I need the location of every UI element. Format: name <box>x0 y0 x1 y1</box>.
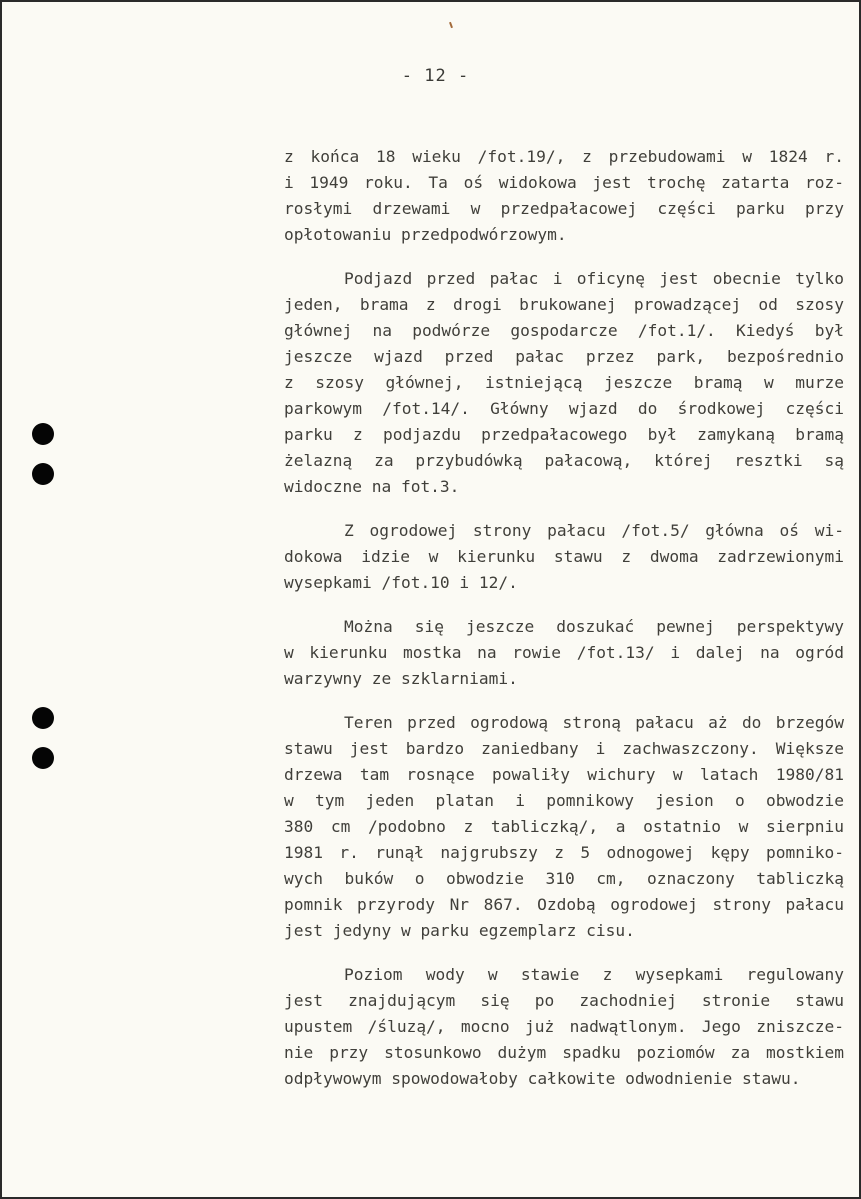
text-line: odpływowym spowodowałoby całkowite odwodnienie stawu. <box>284 1069 801 1088</box>
punch-hole-1 <box>32 423 54 445</box>
text-line: z szosy głównej, istniejącą jeszcze bramą w murze <box>284 373 844 392</box>
typewritten-body <box>284 144 844 1092</box>
paragraph <box>284 710 844 944</box>
text-line: wysepkami /fot.10 i 12/. <box>284 573 518 592</box>
paragraph <box>284 614 844 692</box>
page-number: - 12 - <box>401 66 470 86</box>
text-line: warzywny ze szklarniami. <box>284 669 518 688</box>
text-line: Podjazd przed pałac i oficynę jest obecnie tylko <box>344 269 844 288</box>
text-line: nie przy stosunkowo dużym spadku poziomów za mostkiem <box>284 1043 844 1062</box>
text-line: wych buków o obwodzie 310 cm, oznaczony tabliczką <box>284 869 844 888</box>
paragraph <box>284 266 844 500</box>
text-line: pomnik przyrody Nr 867. Ozdobą ogrodowej strony pałacu <box>284 895 844 914</box>
text-line: drzewa tam rosnące powaliły wichury w latach 1980/81 <box>284 765 844 784</box>
text-line: 380 cm /podobno z tabliczką/, a ostatnio w sierpniu <box>284 817 844 836</box>
text-line: Można się jeszcze doszukać pewnej perspektywy <box>344 617 844 636</box>
text-line: opłotowaniu przedpodwórzowym. <box>284 225 567 244</box>
punch-hole-3 <box>32 707 54 729</box>
text-line: z końca 18 wieku /fot.19/, z przebudowami w 1824 r. <box>284 147 844 166</box>
text-line: i 1949 roku. Ta oś widokowa jest trochę zatarta roz- <box>284 173 844 192</box>
text-line: parku z podjazdu przedpałacowego był zamykaną bramą <box>284 425 844 444</box>
paragraph <box>284 518 844 596</box>
text-line: żelazną za przybudówką pałacową, której resztki są <box>284 451 844 470</box>
text-line: w kierunku mostka na rowie /fot.13/ i dalej na ogród <box>284 643 844 662</box>
text-line: Z ogrodowej strony pałacu /fot.5/ główna oś wi- <box>344 521 844 540</box>
text-line: Teren przed ogrodową stroną pałacu aż do brzegów <box>344 713 844 732</box>
paper-speck <box>449 22 453 28</box>
text-line: w tym jeden platan i pomnikowy jesion o obwodzie <box>284 791 844 810</box>
text-line: jeszcze wjazd przed pałac przez park, bezpośrednio <box>284 347 844 366</box>
text-line: stawu jest bardzo zaniedbany i zachwaszczony. Większe <box>284 739 844 758</box>
text-line: jest jedyny w parku egzemplarz cisu. <box>284 921 635 940</box>
paragraph <box>284 962 844 1092</box>
punch-hole-4 <box>32 747 54 769</box>
text-line: głównej na podwórze gospodarcze /fot.1/. Kiedyś był <box>284 321 844 340</box>
text-line: widoczne na fot.3. <box>284 477 460 496</box>
text-line: rosłymi drzewami w przedpałacowej części parku przy <box>284 199 844 218</box>
text-line: jest znajdującym się po zachodniej stronie stawu <box>284 991 844 1010</box>
punch-hole-2 <box>32 463 54 485</box>
text-line: upustem /śluzą/, mocno już nadwątlonym. Jego zniszcze- <box>284 1017 844 1036</box>
paragraph <box>284 144 844 248</box>
text-line: parkowym /fot.14/. Główny wjazd do środkowej części <box>284 399 844 418</box>
text-line: jeden, brama z drogi brukowanej prowadzącej od szosy <box>284 295 844 314</box>
text-line: Poziom wody w stawie z wysepkami regulowany <box>344 965 844 984</box>
text-line: dokowa idzie w kierunku stawu z dwoma zadrzewionymi <box>284 547 844 566</box>
text-line: 1981 r. runął najgrubszy z 5 odnogowej kępy pomniko- <box>284 843 844 862</box>
